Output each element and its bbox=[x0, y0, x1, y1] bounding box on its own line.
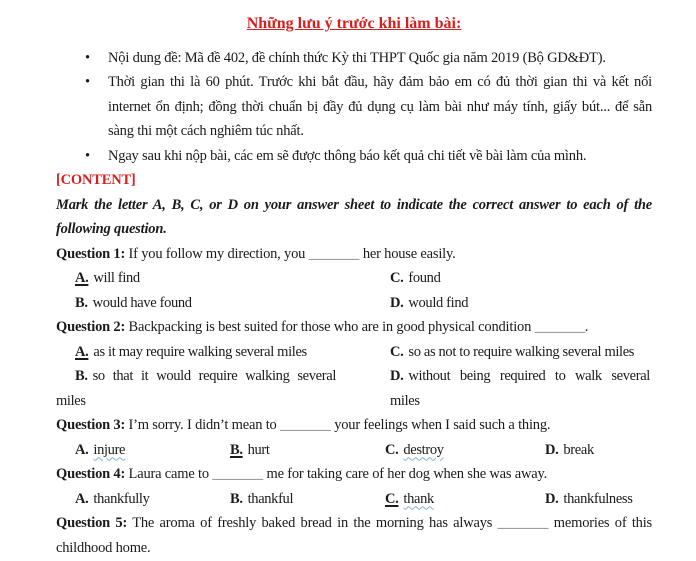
question-2-text-after: . bbox=[584, 319, 589, 335]
question-4-label: Question 4: bbox=[56, 466, 126, 482]
question-3-options bbox=[56, 438, 652, 463]
option-a-text: as it may require walking several miles bbox=[93, 343, 307, 360]
content-tag: [CONTENT] bbox=[56, 172, 136, 188]
answer-blank: _______ bbox=[280, 417, 331, 433]
option-b-text: hurt bbox=[247, 441, 270, 458]
option-b-letter: B. bbox=[230, 441, 243, 458]
option-a-text: injure bbox=[93, 441, 126, 458]
option-a bbox=[56, 266, 336, 291]
option-a-text: thankfully bbox=[93, 490, 150, 507]
question-3-text-before: I’m sorry. I didn’t mean to bbox=[128, 417, 277, 433]
option-a-letter: A. bbox=[75, 490, 89, 507]
page-title: Những lưu ý trước khi làm bài: bbox=[246, 15, 462, 32]
question-2-options bbox=[56, 340, 652, 414]
question-3-text-after: your feelings when I said such a thing. bbox=[334, 417, 551, 433]
option-a-letter: A. bbox=[75, 270, 89, 286]
option-c-text: thank bbox=[403, 490, 434, 507]
option-d-text: break bbox=[563, 441, 594, 458]
option-c-letter: C. bbox=[390, 270, 404, 286]
option-b-text: would have found bbox=[92, 294, 192, 311]
option-c bbox=[385, 438, 545, 463]
option-b-letter: B. bbox=[230, 490, 243, 507]
option-c bbox=[390, 266, 650, 291]
option-b bbox=[230, 438, 385, 463]
list-item bbox=[56, 46, 652, 71]
option-b bbox=[56, 291, 336, 316]
option-a-letter: A. bbox=[75, 441, 89, 458]
option-d bbox=[545, 487, 652, 512]
option-a bbox=[56, 487, 230, 512]
notes-list bbox=[56, 46, 652, 169]
instruction-text: Mark the letter A, B, C, or D on your answer sheet to indicate the correct answer to each of the following question. bbox=[56, 196, 652, 237]
option-d-text: thankfulness bbox=[563, 490, 633, 507]
option-c bbox=[385, 487, 545, 512]
option-b bbox=[56, 364, 336, 413]
option-c-letter: C. bbox=[385, 441, 399, 458]
question-1-text-before: If you follow my direction, you bbox=[128, 245, 306, 262]
note-text: Ngay sau khi nộp bài, các em sẽ được thông báo kết quả chi tiết về bài làm của mình. bbox=[108, 147, 587, 164]
option-d-text: without being required to walk several miles bbox=[390, 368, 650, 409]
list-item bbox=[56, 70, 652, 144]
option-b-text: so that it would require walking several miles bbox=[56, 368, 336, 409]
note-text: Thời gian thi là 60 phút. Trước khi bắt đầu, hãy đảm bảo em có đủ thời gian thi và kết nối internet ổn định; đồng thời chuẩn bị đầy đủ dụng cụ làm bài như máy tính, giấy bút... để sẵn sàng thi một cách nghiêm túc nhất. bbox=[108, 74, 652, 139]
option-d-text: would find bbox=[408, 294, 469, 311]
question-1-stem bbox=[56, 242, 652, 267]
question-3-stem bbox=[56, 413, 652, 438]
answer-blank: _______ bbox=[497, 515, 549, 531]
bullet-icon: • bbox=[85, 49, 90, 66]
option-b-letter: B. bbox=[75, 368, 88, 384]
option-a-letter: A. bbox=[75, 343, 89, 360]
bullet-icon: • bbox=[85, 74, 90, 90]
question-2-stem bbox=[56, 315, 652, 340]
note-text: Nội dung đề: Mã đề 402, đề chính thức Kỳ thi THPT Quốc gia năm 2019 (Bộ GD&ĐT). bbox=[108, 49, 606, 66]
bullet-icon: • bbox=[85, 147, 90, 164]
option-b-letter: B. bbox=[75, 294, 88, 311]
question-1-text-after: her house easily. bbox=[362, 245, 456, 262]
answer-blank: _______ bbox=[212, 466, 264, 482]
option-a bbox=[56, 438, 230, 463]
question-5-text-after: memories of this childhood home. bbox=[56, 515, 652, 556]
question-5-text-before: The aroma of freshly baked bread in the morning has always bbox=[132, 515, 493, 531]
list-item bbox=[56, 144, 652, 169]
question-2-text-before: Backpacking is best suited for those who are in good physical condition bbox=[128, 319, 532, 335]
question-4-text-before: Laura came to bbox=[128, 466, 209, 482]
question-2-label: Question 2: bbox=[56, 319, 126, 335]
option-d bbox=[545, 438, 652, 463]
option-c-text: destroy bbox=[403, 441, 444, 458]
question-5-stem bbox=[56, 511, 652, 560]
option-c-text: found bbox=[408, 270, 441, 286]
option-d-letter: D. bbox=[545, 490, 559, 507]
question-1-options bbox=[56, 266, 652, 315]
question-4-text-after: me for taking care of her dog when she was away. bbox=[266, 466, 548, 482]
question-1-label: Question 1: bbox=[56, 245, 126, 262]
question-4-stem bbox=[56, 462, 652, 487]
option-d bbox=[390, 291, 650, 316]
option-a bbox=[56, 340, 336, 365]
question-3-label: Question 3: bbox=[56, 417, 126, 433]
option-d bbox=[390, 364, 650, 413]
answer-blank: _______ bbox=[534, 319, 586, 335]
option-c bbox=[390, 340, 650, 365]
option-a-text: will find bbox=[93, 270, 140, 286]
option-b bbox=[230, 487, 385, 512]
option-b-text: thankful bbox=[247, 490, 294, 507]
question-5-label: Question 5: bbox=[56, 515, 128, 531]
answer-blank: _______ bbox=[308, 245, 360, 262]
option-d-letter: D. bbox=[390, 368, 404, 384]
option-d-letter: D. bbox=[545, 441, 559, 458]
option-c-text: so as not to require walking several miles bbox=[408, 343, 635, 360]
option-c-letter: C. bbox=[390, 343, 404, 360]
option-d-letter: D. bbox=[390, 294, 404, 311]
option-c-letter: C. bbox=[385, 490, 399, 507]
question-4-options bbox=[56, 487, 652, 512]
